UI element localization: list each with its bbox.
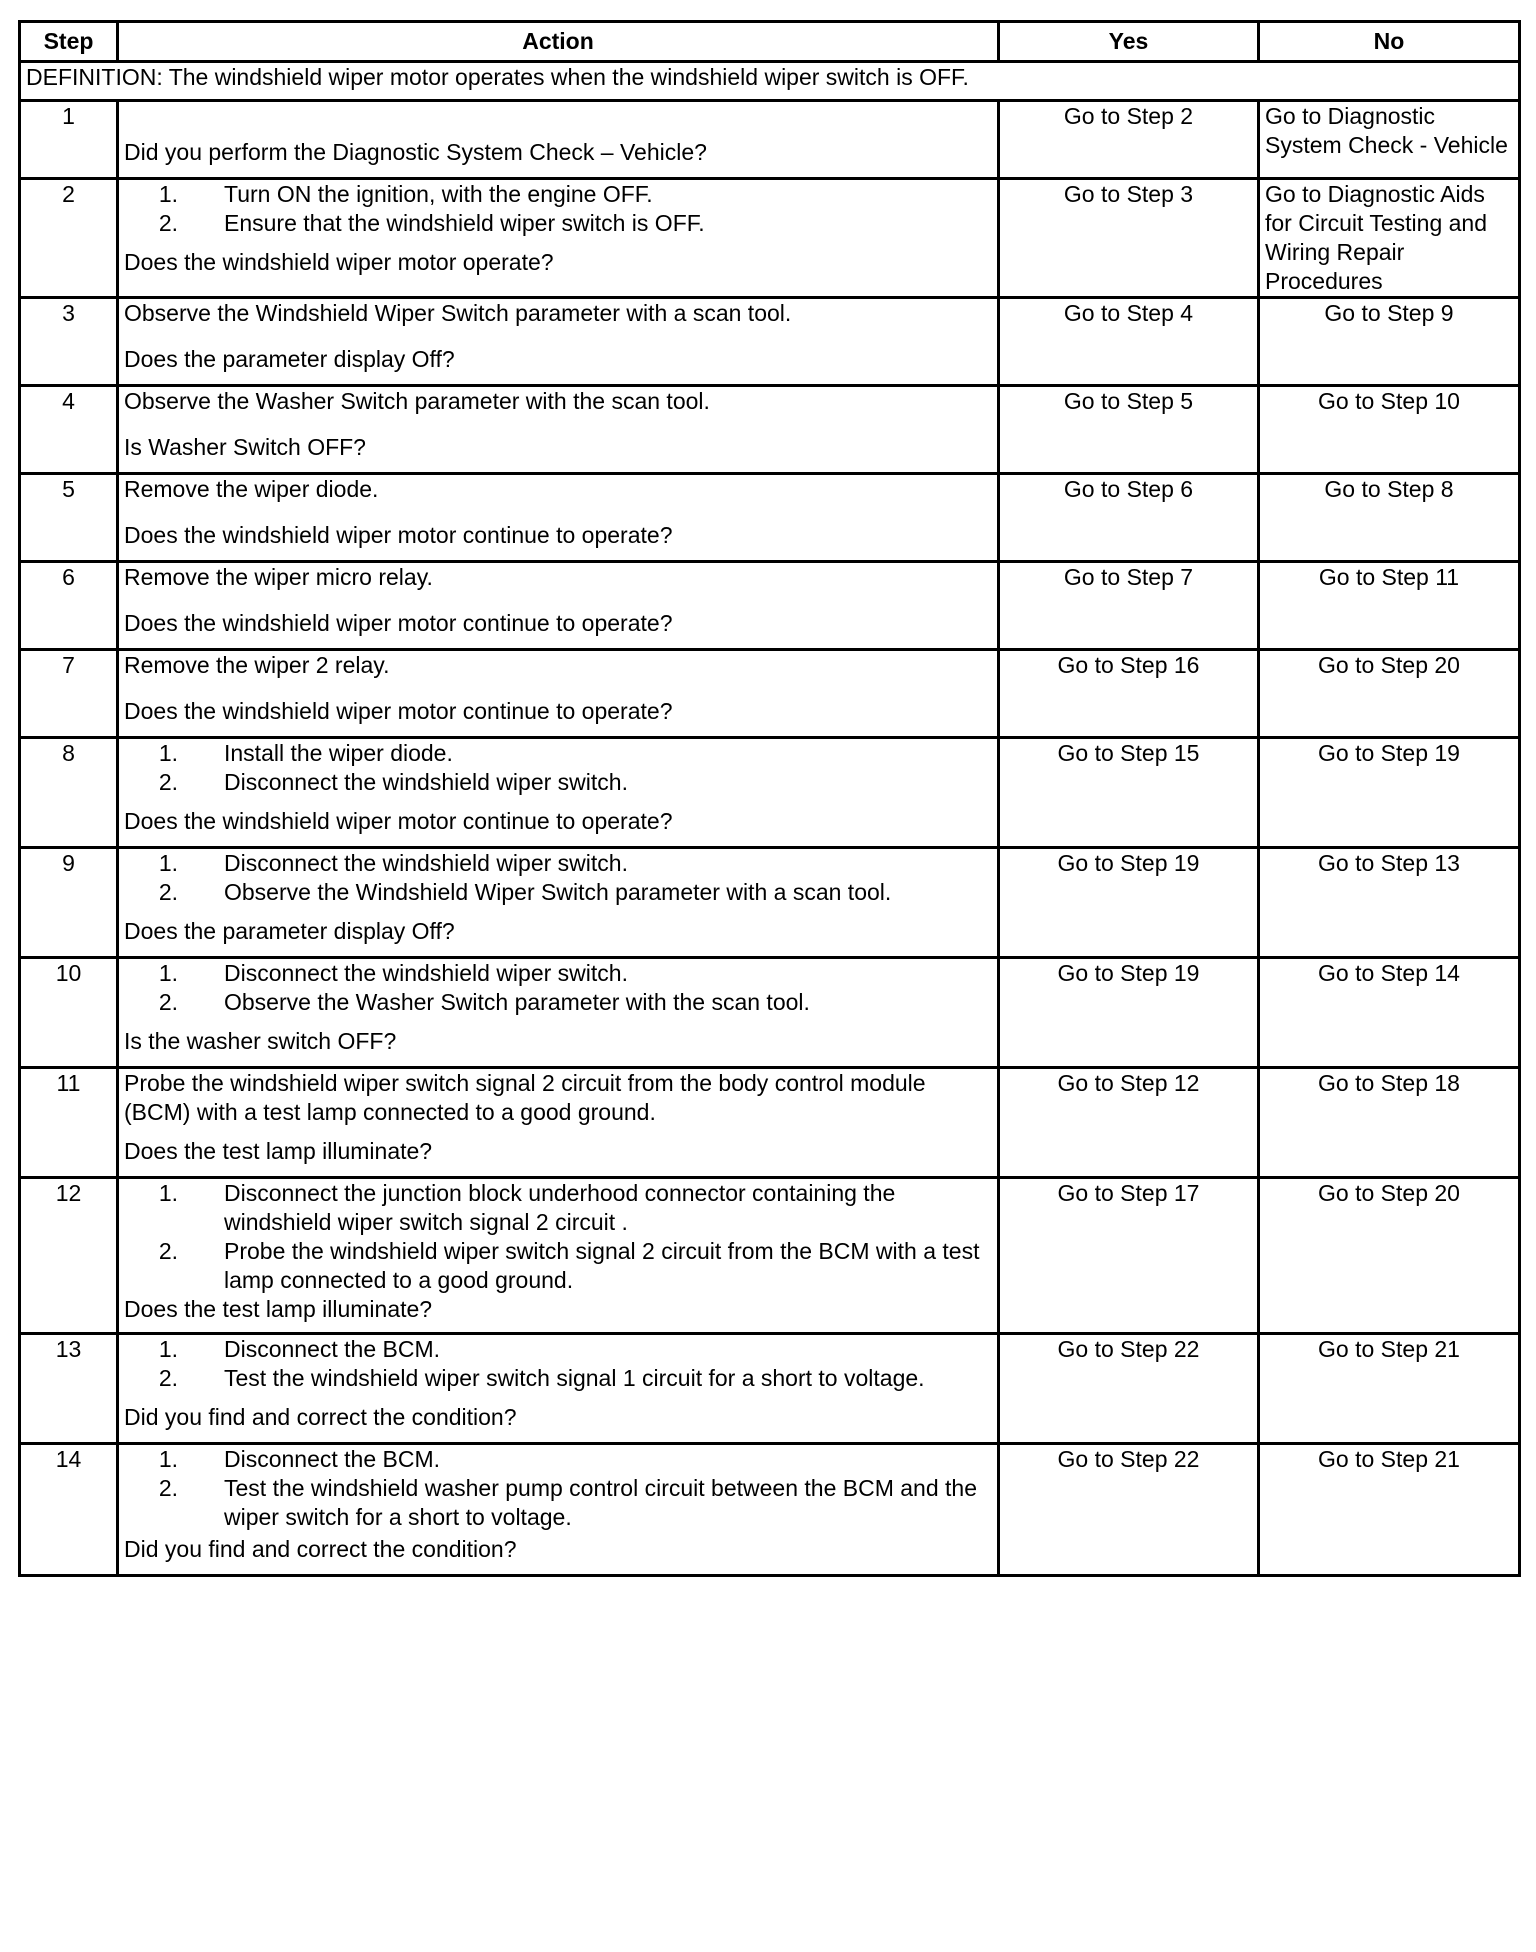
no-result: Go to Step 9 [1259, 298, 1520, 386]
substep-number: 2. [158, 879, 178, 905]
step-number: 5 [20, 474, 118, 562]
substep-item [124, 1237, 992, 1295]
action-cell [118, 738, 999, 848]
substep-item [124, 1445, 992, 1474]
substep-item [124, 1335, 992, 1364]
table-row [20, 179, 1520, 298]
yes-result: Go to Step 19 [999, 848, 1259, 958]
substep-text: Turn ON the ignition, with the engine OFF. [224, 181, 653, 207]
header-step: Step [20, 22, 118, 62]
step-number: 1 [20, 101, 118, 179]
step-number: 11 [20, 1068, 118, 1178]
table-row [20, 386, 1520, 474]
yes-result: Go to Step 15 [999, 738, 1259, 848]
action-cell [118, 1444, 999, 1576]
action-cell [118, 562, 999, 650]
substep-number: 2. [158, 1365, 178, 1391]
substep-text: Ensure that the windshield wiper switch is OFF. [224, 210, 705, 236]
action-cell [118, 386, 999, 474]
no-result: Go to Step 14 [1259, 958, 1520, 1068]
action-instruction: Remove the wiper diode. [124, 476, 379, 502]
action-question: Does the windshield wiper motor continue to operate? [124, 698, 673, 724]
step-number: 13 [20, 1334, 118, 1444]
action-question: Did you find and correct the condition? [124, 1404, 517, 1430]
step-number: 2 [20, 179, 118, 298]
action-instruction: Probe the windshield wiper switch signal 2 circuit from the body control module (BCM) with a test lamp connected to a good ground. [124, 1070, 926, 1125]
action-instruction: Observe the Washer Switch parameter with the scan tool. [124, 388, 710, 414]
action-substeps [124, 180, 992, 238]
yes-result: Go to Step 22 [999, 1334, 1259, 1444]
step-number: 7 [20, 650, 118, 738]
step-number: 14 [20, 1444, 118, 1576]
substep-item [124, 1364, 992, 1393]
header-yes: Yes [999, 22, 1259, 62]
table-row [20, 848, 1520, 958]
step-number: 12 [20, 1178, 118, 1334]
substep-text: Disconnect the BCM. [224, 1446, 441, 1472]
substep-item [124, 739, 992, 768]
substep-item [124, 1474, 992, 1532]
action-substeps [124, 959, 992, 1017]
action-question: Does the windshield wiper motor continue to operate? [124, 522, 673, 548]
yes-result: Go to Step 16 [999, 650, 1259, 738]
substep-item [124, 959, 992, 988]
action-instruction: Remove the wiper micro relay. [124, 564, 433, 590]
step-number: 6 [20, 562, 118, 650]
no-result: Go to Diagnostic Aids for Circuit Testing and Wiring Repair Procedures [1259, 179, 1520, 298]
action-question: Does the test lamp illuminate? [124, 1138, 433, 1164]
yes-result: Go to Step 2 [999, 101, 1259, 179]
action-question: Does the windshield wiper motor continue to operate? [124, 610, 673, 636]
table-row [20, 101, 1520, 179]
step-number: 9 [20, 848, 118, 958]
substep-text: Disconnect the BCM. [224, 1336, 441, 1362]
step-number: 4 [20, 386, 118, 474]
action-question: Did you find and correct the condition? [124, 1536, 517, 1562]
yes-result: Go to Step 17 [999, 1178, 1259, 1334]
substep-item [124, 209, 992, 238]
header-action: Action [118, 22, 999, 62]
table-row [20, 738, 1520, 848]
yes-result: Go to Step 5 [999, 386, 1259, 474]
action-substeps [124, 1179, 992, 1295]
action-question: Does the test lamp illuminate? [124, 1296, 433, 1322]
no-result: Go to Step 21 [1259, 1334, 1520, 1444]
yes-result: Go to Step 4 [999, 298, 1259, 386]
table-row [20, 1444, 1520, 1576]
action-question: Does the windshield wiper motor continue to operate? [124, 808, 673, 834]
no-result: Go to Step 21 [1259, 1444, 1520, 1576]
substep-number: 2. [158, 989, 178, 1015]
action-cell [118, 1068, 999, 1178]
no-result: Go to Step 20 [1259, 650, 1520, 738]
no-result: Go to Step 8 [1259, 474, 1520, 562]
action-cell [118, 474, 999, 562]
substep-text: Disconnect the windshield wiper switch. [224, 960, 628, 986]
substep-text: Disconnect the windshield wiper switch. [224, 769, 628, 795]
substep-item [124, 1179, 992, 1237]
action-substeps [124, 1445, 992, 1532]
substep-number: 1. [158, 740, 178, 766]
table-row [20, 298, 1520, 386]
substep-text: Test the windshield wiper switch signal 1 circuit for a short to voltage. [224, 1365, 925, 1391]
action-cell [118, 650, 999, 738]
definition-text: DEFINITION: The windshield wiper motor operates when the windshield wiper switch is OFF. [20, 62, 1520, 101]
action-question: Did you perform the Diagnostic System Check – Vehicle? [124, 139, 707, 165]
diagnostic-table [18, 20, 1521, 1577]
substep-text: Observe the Windshield Wiper Switch parameter with a scan tool. [224, 879, 892, 905]
action-cell [118, 1178, 999, 1334]
substep-number: 2. [158, 210, 178, 236]
substep-number: 2. [158, 769, 178, 795]
action-substeps [124, 849, 992, 907]
action-question: Does the parameter display Off? [124, 918, 455, 944]
definition-row [20, 62, 1520, 101]
header-no: No [1259, 22, 1520, 62]
substep-number: 1. [158, 1336, 178, 1362]
substep-number: 1. [158, 181, 178, 207]
action-cell [118, 848, 999, 958]
step-number: 3 [20, 298, 118, 386]
substep-text: Disconnect the windshield wiper switch. [224, 850, 628, 876]
substep-text: Install the wiper diode. [224, 740, 453, 766]
substep-number: 1. [158, 1446, 178, 1472]
substep-item [124, 180, 992, 209]
table-row [20, 1334, 1520, 1444]
yes-result: Go to Step 6 [999, 474, 1259, 562]
table-row [20, 562, 1520, 650]
substep-item [124, 849, 992, 878]
action-instruction: Remove the wiper 2 relay. [124, 652, 390, 678]
yes-result: Go to Step 12 [999, 1068, 1259, 1178]
action-substeps [124, 739, 992, 797]
yes-result: Go to Step 7 [999, 562, 1259, 650]
substep-text: Disconnect the junction block underhood connector containing the windshield wiper switch signal 2 circuit . [224, 1180, 896, 1235]
substep-text: Observe the Washer Switch parameter with the scan tool. [224, 989, 810, 1015]
action-question: Is Washer Switch OFF? [124, 434, 366, 460]
substep-number: 1. [158, 1180, 178, 1206]
table-row [20, 1068, 1520, 1178]
header-row [20, 22, 1520, 62]
action-question: Is the washer switch OFF? [124, 1028, 397, 1054]
table-row [20, 650, 1520, 738]
action-substeps [124, 1335, 992, 1393]
action-question: Does the windshield wiper motor operate? [124, 249, 554, 275]
substep-number: 1. [158, 960, 178, 986]
table-row [20, 958, 1520, 1068]
substep-text: Test the windshield washer pump control circuit between the BCM and the wiper switch for a short to voltage. [224, 1475, 978, 1530]
action-instruction: Observe the Windshield Wiper Switch parameter with a scan tool. [124, 300, 792, 326]
no-result: Go to Step 19 [1259, 738, 1520, 848]
step-number: 10 [20, 958, 118, 1068]
no-result: Go to Diagnostic System Check - Vehicle [1259, 101, 1520, 179]
substep-item [124, 768, 992, 797]
action-cell [118, 1334, 999, 1444]
substep-number: 2. [158, 1238, 178, 1264]
yes-result: Go to Step 3 [999, 179, 1259, 298]
substep-item [124, 988, 992, 1017]
substep-text: Probe the windshield wiper switch signal 2 circuit from the BCM with a test lamp connected to a good ground. [224, 1238, 980, 1293]
step-number: 8 [20, 738, 118, 848]
substep-number: 1. [158, 850, 178, 876]
action-cell [118, 179, 999, 298]
no-result: Go to Step 11 [1259, 562, 1520, 650]
no-result: Go to Step 13 [1259, 848, 1520, 958]
table-row [20, 474, 1520, 562]
yes-result: Go to Step 19 [999, 958, 1259, 1068]
substep-item [124, 878, 992, 907]
substep-number: 2. [158, 1475, 178, 1501]
action-cell [118, 958, 999, 1068]
action-cell [118, 298, 999, 386]
yes-result: Go to Step 22 [999, 1444, 1259, 1576]
action-cell [118, 101, 999, 179]
table-row [20, 1178, 1520, 1334]
action-question: Does the parameter display Off? [124, 346, 455, 372]
no-result: Go to Step 20 [1259, 1178, 1520, 1334]
no-result: Go to Step 10 [1259, 386, 1520, 474]
no-result: Go to Step 18 [1259, 1068, 1520, 1178]
